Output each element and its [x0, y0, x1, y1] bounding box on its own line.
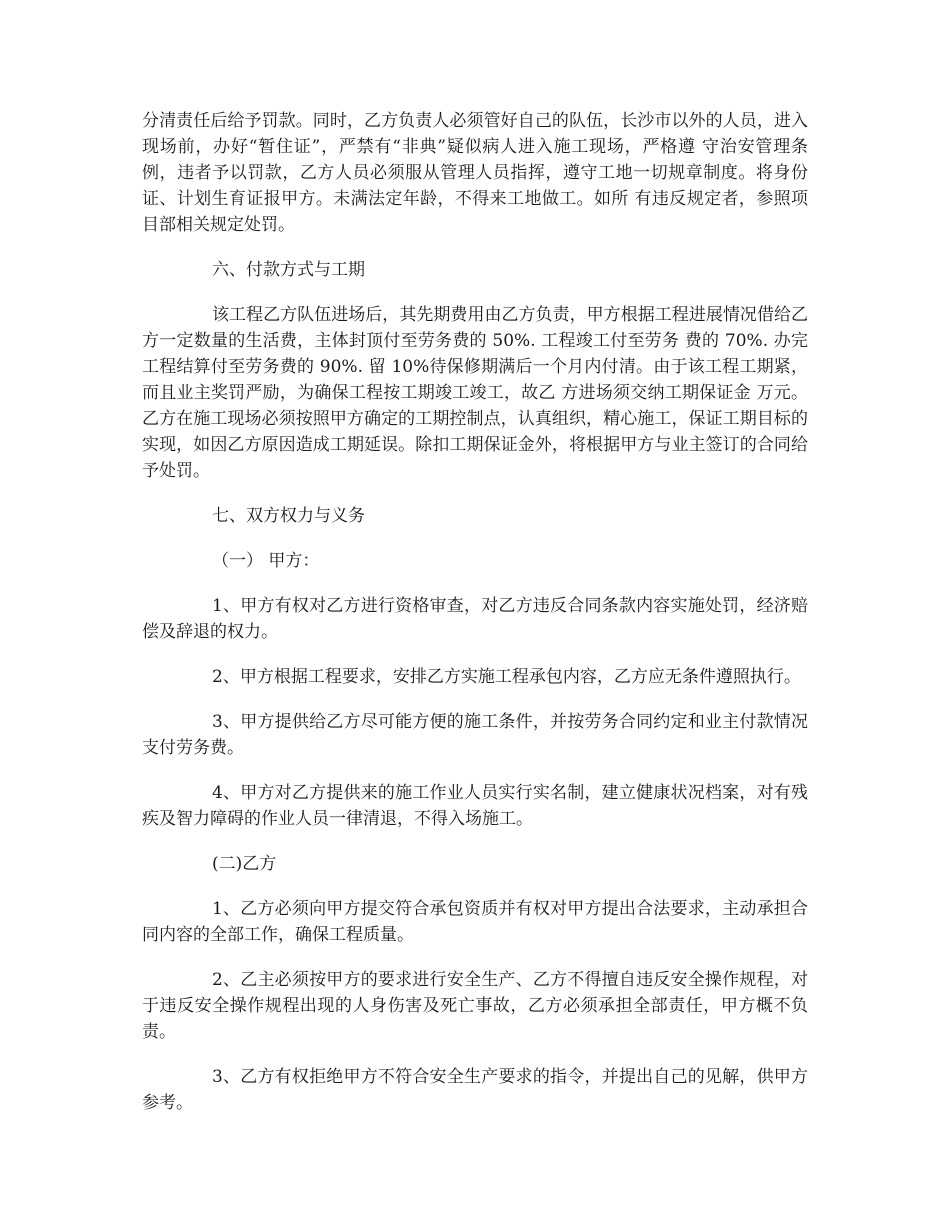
section-heading-payment-and-schedule: 六、付款方式与工期 — [212, 260, 365, 280]
party-a-clause-4: 4、甲方对乙方提供来的施工作业人员实行实名制，建立健康状况档案，对有残疾及智力障碍的作业人员一律清退，不得入场施工。 — [142, 783, 808, 829]
party-b-clause-1: 1、乙方必须向甲方提交符合承包资质并有权对甲方提出合法要求，主动承担合同内容的全部工作，确保工程质量。 — [142, 899, 808, 945]
party-b-clause-2: 2、乙主必须按甲方的要求进行安全生产、乙方不得擅自违反安全操作规程，对于违反安全操作规程出现的人身伤害及死亡事故，乙方必须承担全部责任，甲方概不负责。 — [142, 970, 808, 1042]
party-a-clause-1: 1、甲方有权对乙方进行资格审查，对乙方违反合同条款内容实施处罚，经济赔偿及辞退的权力。 — [142, 596, 808, 642]
party-b-clause-3: 3、乙方有权拒绝甲方不符合安全生产要求的指令，并提出自己的见解，供甲方参考。 — [142, 1067, 808, 1113]
section-heading-rights-and-obligations: 七、双方权力与义务 — [212, 506, 365, 526]
paragraph-penalty-continued: 分清责任后给予罚款。同时，乙方负责人必须管好自己的队伍，长沙市以外的人员，进入现场前，办好“暂住证”，严禁有“非典”疑似病人进入施工现场，严格遵 守治安管理条例，违者予以罚款，乙方人员必须服从管理人员指挥，遵守工地一切规章制度。将身份证、计划生育证报甲方。未满法定年龄，不得来工地做工。如所 有违反规定者，参照项目部相关规定处罚。 — [142, 111, 808, 235]
sub-heading-party-b: (二)乙方 — [212, 854, 277, 874]
sub-heading-party-a: （一） 甲方： — [212, 551, 320, 571]
document-body — [142, 108, 808, 1135]
paragraph-payment-terms: 该工程乙方队伍进场后，其先期费用由乙方负责，甲方根据工程进展情况借给乙方一定数量的生活费，主体封顶付至劳务费的 50%. 工程竣工付至劳务 费的 70%. 办完工程结算付至劳务费的 90%. 留 10%待保修期满后一个月内付清。由于该工程工期紧，而且业主奖罚严励，为确保工程按工期竣工竣工，故乙 方进场须交纳工期保证金 万元。乙方在施工现场必须按照甲方确定的工期控制点，认真组织，精心施工，保证工期目标的实现，如因乙方原因造成工期延误。除扣工期保证金外，将根据甲方与业主签订的合同给予处罚。 — [142, 305, 808, 481]
party-a-clause-2: 2、甲方根据工程要求，安排乙方实施工程承包内容，乙方应无条件遵照执行。 — [212, 667, 801, 687]
party-a-clause-3: 3、甲方提供给乙方尽可能方便的施工条件，并按劳务合同约定和业主付款情况支付劳务费。 — [142, 712, 808, 758]
